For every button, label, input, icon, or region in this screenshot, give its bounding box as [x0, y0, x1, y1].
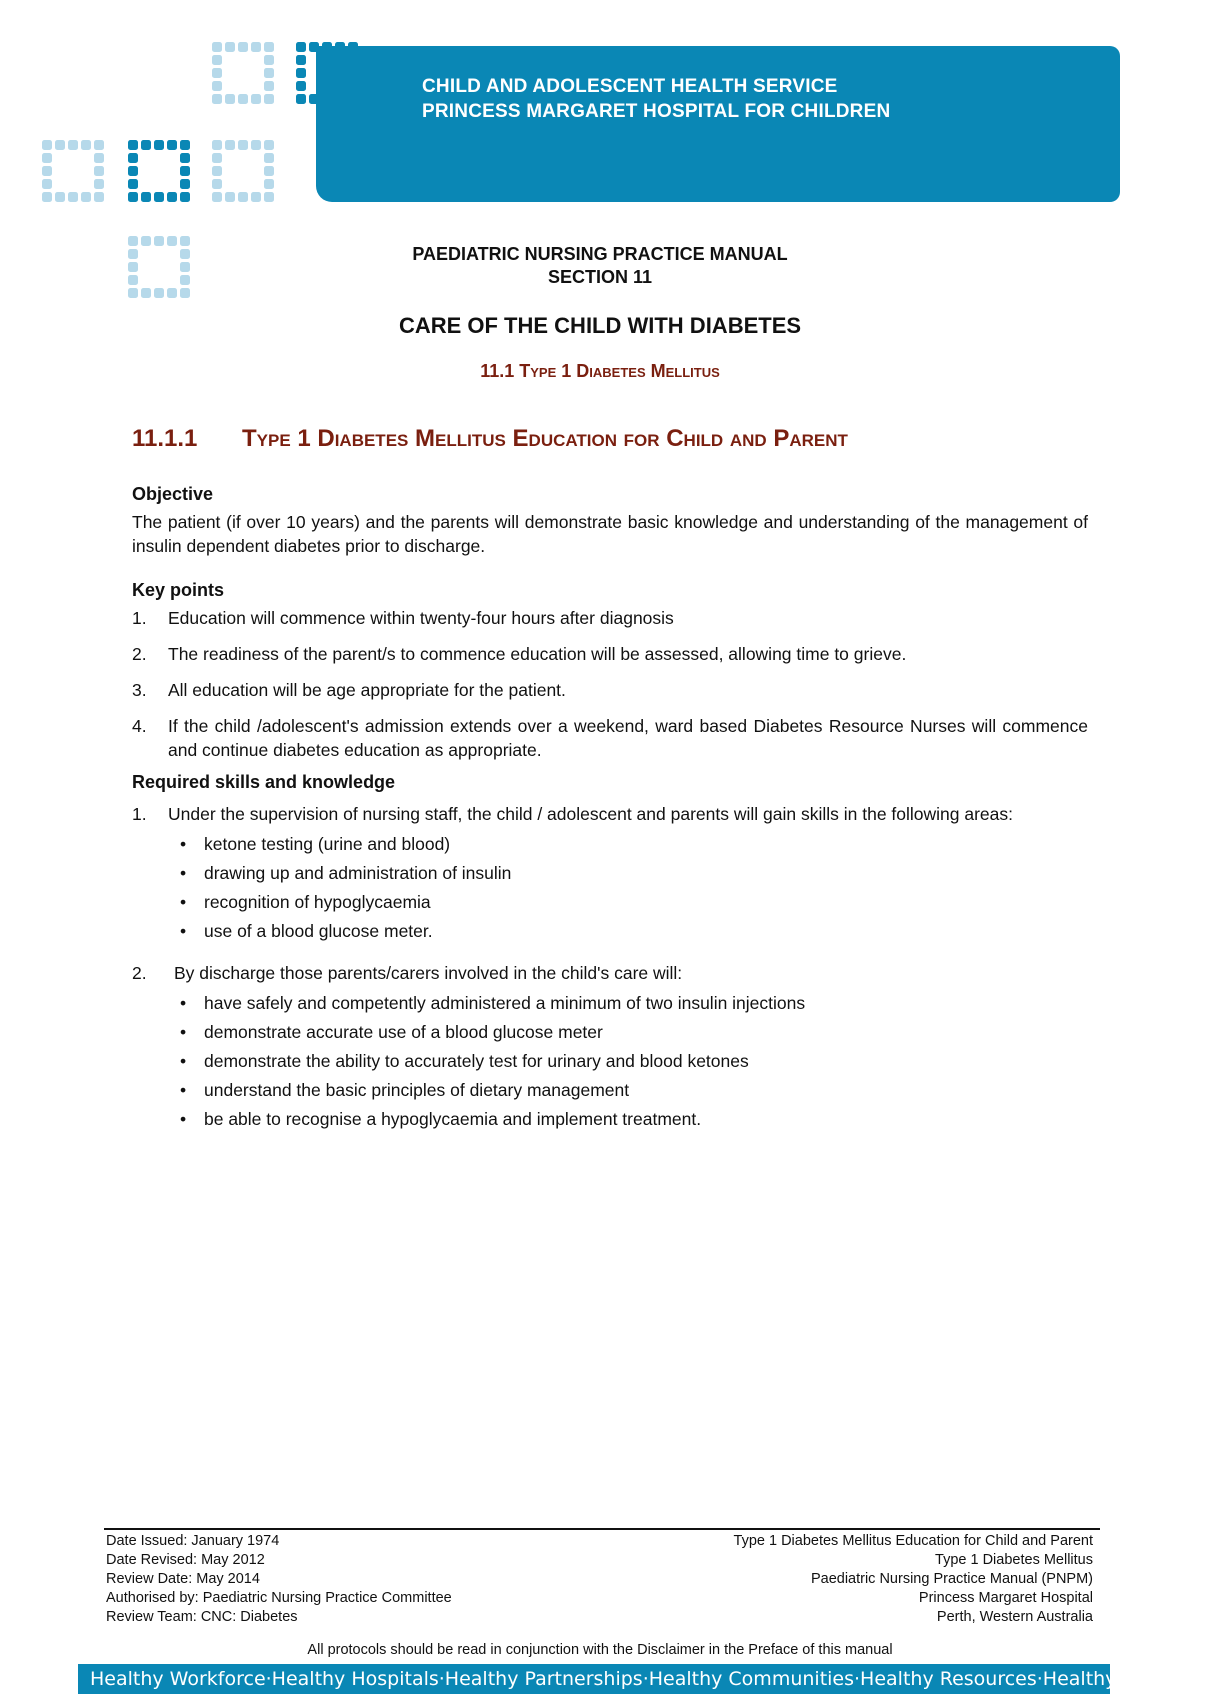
- list-item: 1. Under the supervision of nursing staff, the child / adolescent and parents will gain skills in the following areas: • ketone testing (urine and blood) • drawing up and administration of insulin • recognition of hypoglycaemia • use of a blood glucose meter.: [132, 802, 1088, 943]
- footer-authorised-by: Authorised by: Paediatric Nursing Practice Committee: [106, 1590, 452, 1606]
- logo-tile: [128, 288, 138, 298]
- logo-tile: [251, 140, 261, 150]
- logo-tile: [94, 179, 104, 189]
- list-item: 4. If the child /adolescent's admission extends over a weekend, ward based Diabetes Resource Nurses will commence and continue diabetes education as appropriate.: [132, 716, 1088, 760]
- bullet-item: • understand the basic principles of dietary management: [168, 1078, 1088, 1102]
- logo-tile: [238, 42, 248, 52]
- logo-tile: [141, 140, 151, 150]
- logo-tile: [264, 81, 274, 91]
- logo-tile: [212, 192, 222, 202]
- footer-location: Perth, Western Australia: [936, 1609, 1093, 1625]
- bullet-item: • recognition of hypoglycaemia: [168, 890, 1088, 914]
- logo-tile: [94, 140, 104, 150]
- logo-tile: [251, 94, 261, 104]
- bullet-item: • drawing up and administration of insulin: [168, 861, 1088, 885]
- logo-tile: [42, 153, 52, 163]
- logo-tile: [81, 192, 91, 202]
- logo-tile: [42, 179, 52, 189]
- section-heading-text: Type 1 Diabetes Mellitus Education for Child and Parent: [242, 425, 848, 452]
- logo-tile: [68, 140, 78, 150]
- footer-left: [106, 1532, 452, 1627]
- page-title: CARE OF THE CHILD WITH DIABETES: [398, 313, 802, 338]
- logo-tile: [212, 55, 222, 65]
- required-skills-heading: Required skills and knowledge: [132, 772, 396, 792]
- list-item: 1. Education will commence within twenty-four hours after diagnosis: [132, 608, 674, 628]
- logo-tile: [68, 192, 78, 202]
- logo-tile: [154, 192, 164, 202]
- logo-tile: [296, 55, 306, 65]
- skills-bullet-list: [168, 832, 1088, 943]
- logo-tile: [264, 192, 274, 202]
- logo-tile: [128, 140, 138, 150]
- logo-tile: [296, 94, 306, 104]
- logo-tile: [212, 42, 222, 52]
- logo-tile: [264, 68, 274, 78]
- logo-tile: [55, 140, 65, 150]
- logo-tile: [225, 192, 235, 202]
- logo-tile: [251, 192, 261, 202]
- logo-tile: [55, 192, 65, 202]
- logo-tile: [212, 94, 222, 104]
- document-body: [132, 482, 1088, 1143]
- bullet-item: • use of a blood glucose meter.: [168, 919, 1088, 943]
- page-subtitle: 11.1 Type 1 Diabetes Mellitus: [480, 361, 720, 381]
- logo-tile: [238, 192, 248, 202]
- objective-heading: Objective: [132, 484, 214, 504]
- logo-tile: [212, 153, 222, 163]
- logo-tile: [128, 166, 138, 176]
- header-banner: [316, 46, 1120, 202]
- footer-hospital: Princess Margaret Hospital: [918, 1590, 1093, 1606]
- logo-tile: [141, 192, 151, 202]
- logo-tile: [238, 94, 248, 104]
- logo-tile: [42, 140, 52, 150]
- logo-tile: [212, 179, 222, 189]
- list-item: 2. The readiness of the parent/s to commence education will be assessed, allowing time to grieve.: [132, 644, 907, 664]
- banner-line-2: PRINCESS MARGARET HOSPITAL FOR CHILDREN: [422, 101, 891, 122]
- logo-tile: [94, 153, 104, 163]
- logo-tile: [212, 166, 222, 176]
- logo-tile: [264, 153, 274, 163]
- logo-tile: [180, 166, 190, 176]
- logo-tile: [180, 153, 190, 163]
- logo-tile: [180, 179, 190, 189]
- logo-tile: [167, 192, 177, 202]
- bullet-item: • demonstrate accurate use of a blood glucose meter: [168, 1020, 1088, 1044]
- list-item: 2. By discharge those parents/carers involved in the child's care will: • have safely and competently administered a minimum of two insulin injections • demonstrate accurate use of a blood glucose meter • demonstrate the ability to accurately test for urinary and blood ketones • understand the basic principles of dietary management • be able to recognise a hypoglycaemia and implement treatment.: [132, 961, 1088, 1131]
- logo-tile: [94, 192, 104, 202]
- required-skills-list: [132, 802, 1088, 1131]
- footer-review-date: Review Date: May 2014: [106, 1571, 260, 1587]
- logo-tile: [167, 288, 177, 298]
- manual-title: PAEDIATRIC NURSING PRACTICE MANUAL: [412, 244, 788, 264]
- bullet-item: • ketone testing (urine and blood): [168, 832, 1088, 856]
- objective-text: The patient (if over 10 years) and the parents will demonstrate basic knowledge and understanding of the management of insulin dependent diabetes prior to discharge.: [132, 512, 1088, 556]
- logo-tile: [81, 140, 91, 150]
- logo-tile: [264, 94, 274, 104]
- bullet-item: • demonstrate the ability to accurately test for urinary and blood ketones: [168, 1049, 1088, 1073]
- logo-tile: [238, 140, 248, 150]
- logo-tile: [264, 140, 274, 150]
- slogan-bar: Healthy Workforce·Healthy Hospitals·Healthy Partnerships·Healthy Communities·Healthy Resources·Healthy Leadership: [78, 1664, 1110, 1694]
- footer-doc-subtitle: Type 1 Diabetes Mellitus: [935, 1552, 1093, 1568]
- disclaimer: All protocols should be read in conjunction with the Disclaimer in the Preface of this manual: [307, 1642, 893, 1658]
- section-heading: [132, 425, 848, 453]
- logo-tile: [212, 68, 222, 78]
- bullet-item: • be able to recognise a hypoglycaemia and implement treatment.: [168, 1107, 1088, 1131]
- logo-tile: [296, 68, 306, 78]
- logo-tile: [42, 166, 52, 176]
- footer-date-issued: Date Issued: January 1974: [106, 1533, 280, 1549]
- logo-tile: [154, 288, 164, 298]
- footer-manual: Paediatric Nursing Practice Manual (PNPM): [810, 1571, 1093, 1587]
- logo-tile: [264, 42, 274, 52]
- footer-divider: [104, 1528, 1100, 1530]
- logo-tile: [180, 288, 190, 298]
- list-item: 3. All education will be age appropriate for the patient.: [132, 680, 566, 700]
- banner-line-1: CHILD AND ADOLESCENT HEALTH SERVICE: [422, 76, 838, 97]
- logo-tile: [212, 81, 222, 91]
- logo-tile: [264, 166, 274, 176]
- logo-tile: [141, 288, 151, 298]
- discharge-bullet-list: [168, 991, 1088, 1131]
- logo-tile: [225, 42, 235, 52]
- logo-tile: [128, 179, 138, 189]
- key-points-heading: Key points: [132, 580, 225, 600]
- key-points-list: [132, 606, 1088, 762]
- footer-review-team: Review Team: CNC: Diabetes: [106, 1609, 298, 1625]
- logo-tile: [42, 192, 52, 202]
- logo-tile: [128, 153, 138, 163]
- logo-tile: [296, 42, 306, 52]
- logo-tile: [225, 140, 235, 150]
- bullet-item: • have safely and competently administered a minimum of two insulin injections: [168, 991, 1088, 1015]
- logo-tile: [180, 192, 190, 202]
- footer-date-revised: Date Revised: May 2012: [106, 1552, 265, 1568]
- section-label: SECTION 11: [547, 267, 653, 287]
- logo-tile: [251, 42, 261, 52]
- logo-tile: [94, 166, 104, 176]
- logo-tile: [167, 140, 177, 150]
- logo-tile: [264, 179, 274, 189]
- logo-tile: [296, 81, 306, 91]
- logo-tile: [225, 94, 235, 104]
- footer-doc-title: Type 1 Diabetes Mellitus Education for Child and Parent: [733, 1533, 1093, 1549]
- section-heading-number: 11.1.1: [132, 425, 198, 452]
- logo-tile: [128, 192, 138, 202]
- logo-tile: [180, 140, 190, 150]
- footer-right: [734, 1532, 1093, 1627]
- logo-tile: [264, 55, 274, 65]
- logo-tile: [154, 140, 164, 150]
- logo-tile: [212, 140, 222, 150]
